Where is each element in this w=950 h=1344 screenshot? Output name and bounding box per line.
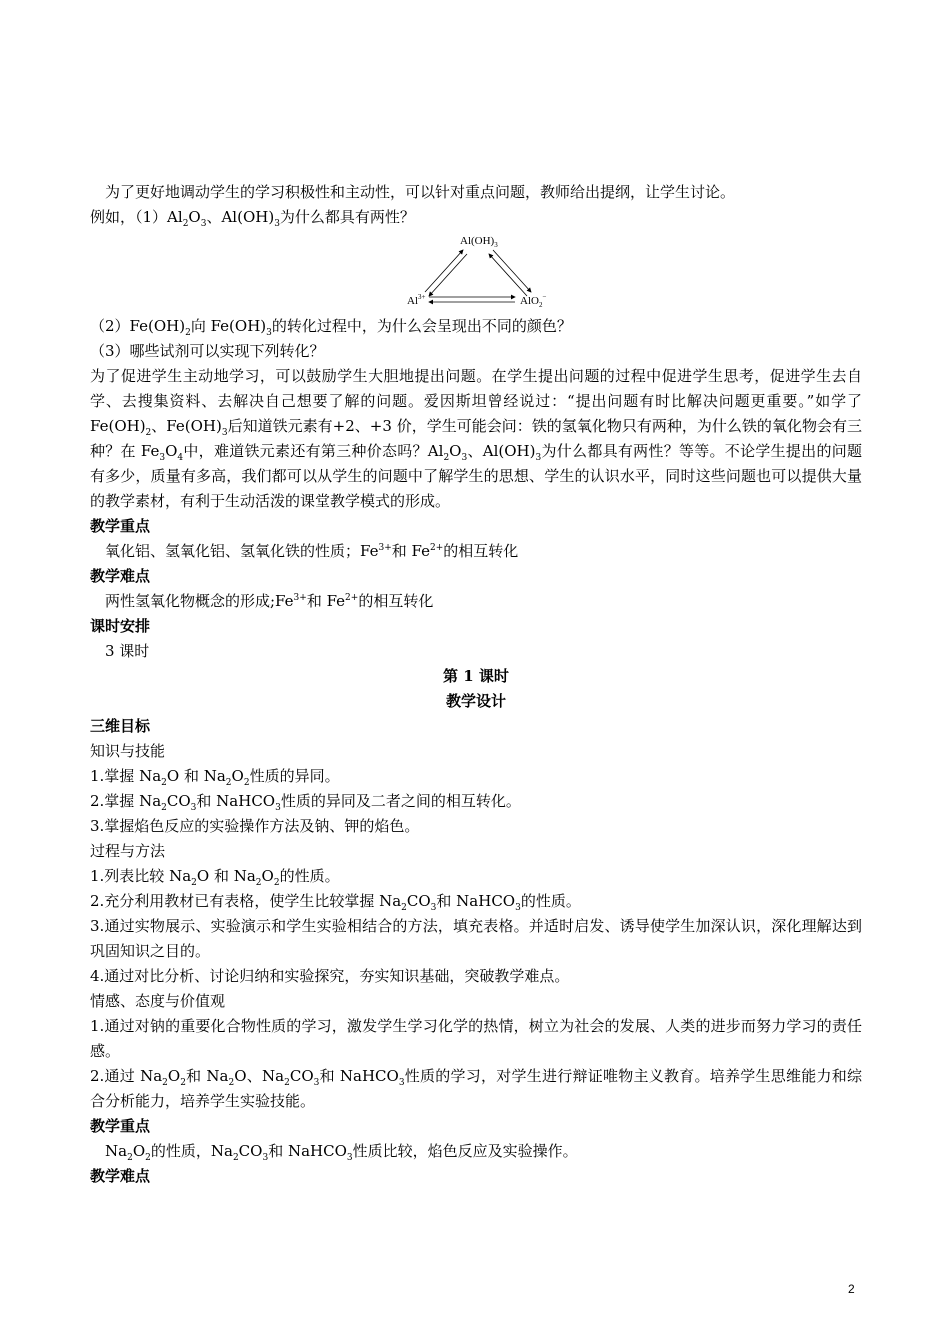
arrow-aloh3-to-al3 [429, 254, 467, 296]
key-points-heading-2: 教学重点 [90, 1117, 151, 1135]
node-aluminate-ion: AlO$_2$− [520, 293, 547, 309]
conversion-triangle [405, 232, 555, 312]
knowledge-heading: 知识与技能 [90, 742, 166, 760]
question-1: 例如，$(1)Al_2O_3$、$Al(OH)_3$为什么都具有两性？ [90, 208, 415, 229]
method-item-1: 1.列表比较 $Na_2O$ 和 $Na_2O_2$的性质。 [90, 867, 340, 888]
values-item-1: 1.通过对钠的重要化合物性质的学习，激发学生学习化学的热情，树立为社会的发展、人类的进步而努力学习的责任感。 [90, 1017, 862, 1060]
method-item-2: 2.充分利用教材已有表格，使学生比较掌握 $Na_2CO_3$和 NaHCO$_3$的性质。 [90, 892, 581, 913]
arrow-al3-to-aloh3 [425, 250, 463, 292]
page-number: 2 [848, 1282, 855, 1296]
question-3: （3）哪些试剂可以实现下列转化？ [90, 342, 325, 360]
values-item-2: 2.通过 $Na_2O_2$和 $Na_2O$、$Na_2CO_3$和 NaHCO$_3$性质的学习，对学生进行辩证唯物主义教育。培养学生思维能力和综合分析能力，培养学生实验技能。 [90, 1067, 862, 1110]
goals-heading: 三维目标 [90, 717, 151, 735]
method-item-3: 3.通过实物展示、实验演示和学生实验相结合的方法，填充表格。并适时启发、诱导使学生加深认识，深化理解达到巩固知识之目的。 [90, 917, 862, 960]
method-item-4: 4.通过对比分析、讨论归纳和实验探究，夯实知识基础，突破教学难点。 [90, 967, 570, 985]
aluminum-conversion-diagram [90, 232, 862, 312]
process-heading: 过程与方法 [90, 842, 166, 860]
key-points-text: 氧化铝、氢氧化铝、氢氧化铁的性质；$Fe^{3+}$和 $Fe^{2+}$的相互转化 [105, 542, 519, 560]
node-aluminum-hydroxide: $Al(OH)_3$ [460, 235, 498, 249]
node-aluminum-ion: $Al^{3+}$ [407, 293, 426, 307]
key-points-text-2: $Na_2O_2$的性质，$Na_2CO_3$和 NaHCO$_3$性质比较，焰色反应及实验操作。 [105, 1142, 578, 1163]
difficulty-heading: 教学难点 [90, 567, 151, 585]
promote-paragraph: 为了促进学生主动地学习，可以鼓励学生大胆地提出问题。在学生提出问题的过程中促进学生思考，促进学生去自学、去搜集资料、去解决自己想要了解的问题。爱因斯坦曾经说过：“提出问题有时比解决问题更重要。”如学了 $Fe(OH)_2$、$Fe(OH)_3$后知道铁元素有+2、+3 价，学生可能会问：铁的氢氧化物只有两种，为什么铁的氧化物会有三种？在 $Fe_3O_4$中，难道铁元素还有第三种价态吗？$Al_2O_3$、$Al(OH)_3$为什么都具有两性？等等。不论学生提出的问题有多少，质量有多高，我们都可以从学生的问题中了解学生的思想、学生的认识水平，同时这些问题也可以提供大量的教学素材，有利于生动活泼的课堂教学模式的形成。 [90, 367, 862, 510]
lesson-title: 第 1 课时 [443, 667, 509, 685]
values-heading: 情感、态度与价值观 [90, 992, 226, 1010]
schedule-text: 3 课时 [105, 642, 150, 660]
arrow-aloh3-to-alo2 [493, 250, 531, 292]
page-content [90, 180, 862, 1189]
arrow-alo2-to-aloh3 [489, 254, 527, 296]
difficulty-heading-2: 教学难点 [90, 1167, 151, 1185]
design-title: 教学设计 [445, 692, 506, 710]
knowledge-item-1: 1.掌握 $Na_2O$ 和 $Na_2O_2$性质的异同。 [90, 767, 340, 788]
key-points-heading: 教学重点 [90, 517, 151, 535]
difficulty-text: 两性氢氧化物概念的形成$;Fe^{3+}$和 $Fe^{2+}$的相互转化 [105, 592, 434, 610]
schedule-heading: 课时安排 [90, 617, 151, 635]
intro-paragraph: 为了更好地调动学生的学习积极性和主动性，可以针对重点问题，教师给出提纲，让学生讨论。 [105, 183, 736, 201]
knowledge-item-3: 3.掌握焰色反应的实验操作方法及钠、钾的焰色。 [90, 817, 420, 835]
knowledge-item-2: 2.掌握 $Na_2CO_3$和 NaHCO$_3$性质的异同及二者之间的相互转化。 [90, 792, 521, 813]
question-2: $(2)Fe(OH)_2$向 $Fe(OH)_3$的转化过程中，为什么会呈现出不同的颜色？ [90, 317, 572, 338]
